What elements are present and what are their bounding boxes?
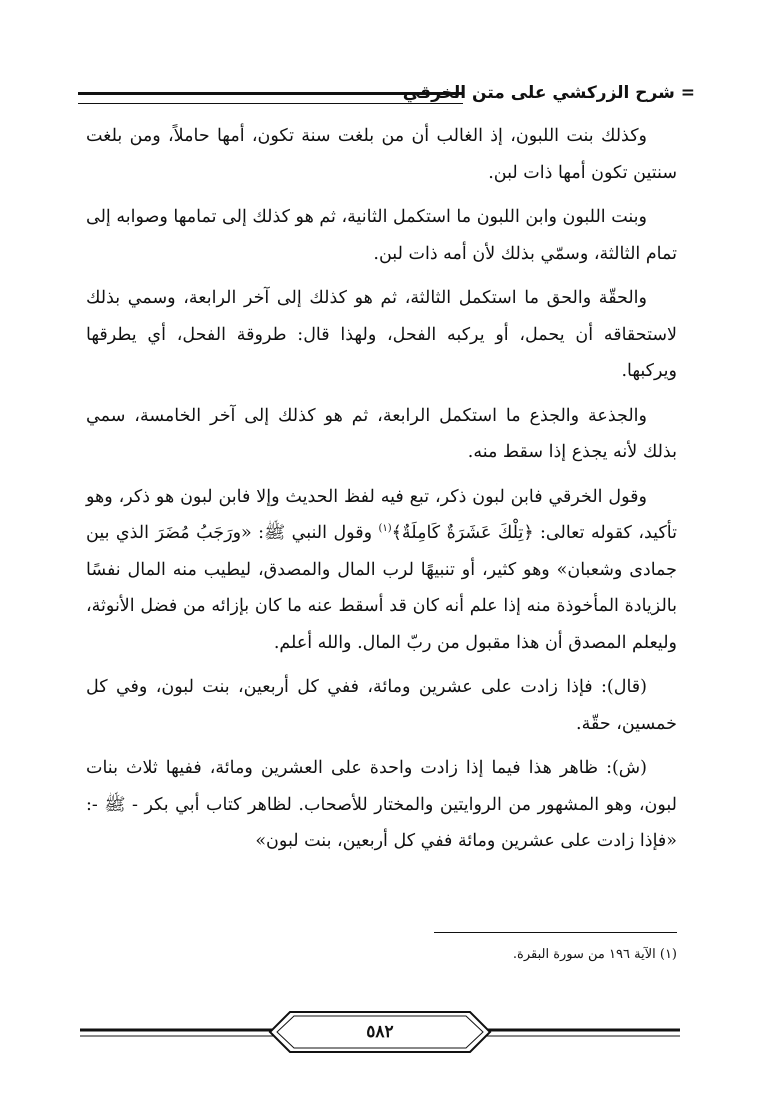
footnote-separator — [434, 932, 677, 933]
footnote-reference: (١) — [378, 523, 392, 535]
page-number-ornament — [80, 1010, 680, 1054]
main-text — [86, 118, 677, 860]
paragraph-bint-labun: وكذلك بنت اللبون، إذ الغالب أن من بلغت سنة تكون، أمها حاملاً، ومن بلغت سنتين تكون أمها ذات لبن. — [86, 126, 677, 183]
paragraph-qala: (قال): فإذا زادت على عشرين ومائة، ففي كل أربعين، بنت لبون، وفي كل خمسين، حقّة. — [86, 677, 677, 734]
paragraph-jadhaa: والجذعة والجذع ما استكمل الرابعة، ثم هو كذلك إلى آخر الخامسة، سمي بذلك لأنه يجذع إذا سقط منه. — [86, 405, 677, 462]
paragraph-khiraqi-comment — [86, 479, 677, 662]
khiraqi-text-part1: وقول الخرقي فابن لبون ذكر، تبع فيه لفظ الحديث وإلا فابن لبون هو ذكر، وهو تأكيد، كقوله تعالى: ﴿تِلْكَ عَشَرَةٌ كَامِلَةٌ﴾ — [86, 486, 677, 543]
footnote: (١) الآية ١٩٦ من سورة البقرة. — [512, 947, 677, 962]
paragraph-ibn-labun: وبنت اللبون وابن اللبون ما استكمل الثانية، ثم هو كذلك إلى تمامها وصوابه إلى تمام الثالثة، وسمّي بذلك لأن أمه ذات لبن. — [86, 207, 677, 264]
header-rule — [78, 92, 463, 104]
header-dash: = — [674, 83, 695, 103]
paragraph-hiqqa: والحقّة والحق ما استكمل الثالثة، ثم هو كذلك إلى آخر الرابعة، وسمي بذلك لاستحقاقه أن يحمل، أو يركبه الفحل، ولهذا قال: طروقة الفحل، أي يطرقها ويركبها. — [86, 288, 677, 381]
page-number: ٥٨٢ — [366, 1022, 394, 1042]
khiraqi-text-part2: وقول النبي ﷺ: «ورَجَبُ مُضَرَ الذي بين جمادى وشعبان» وهو كثير، أو تنبيهًا لرب المال والمصدق، ليطيب منه المال نفسًا بالزيادة المأخوذة منه إذا علم أنه كان قد أسقط عنه ما كان بإزائه من فضل الأنوثة، وليعلم المصدق أن هذا مقبول من ربّ المال. والله أعلم. — [86, 523, 677, 653]
header-title-text: شرح الزركشي على متن الخرقي — [402, 83, 675, 103]
running-header — [78, 82, 695, 106]
paragraph-sharh: (ش): ظاهر هذا فيما إذا زادت واحدة على العشرين ومائة، ففيها ثلاث بنات لبون، وهو المشهور من الروايتين والمختار للأصحاب. لظاهر كتاب أبي بكر - ﷺ -: «فإذا زادت على عشرين ومائة ففي كل أربعين، بنت لبون» — [86, 758, 677, 851]
